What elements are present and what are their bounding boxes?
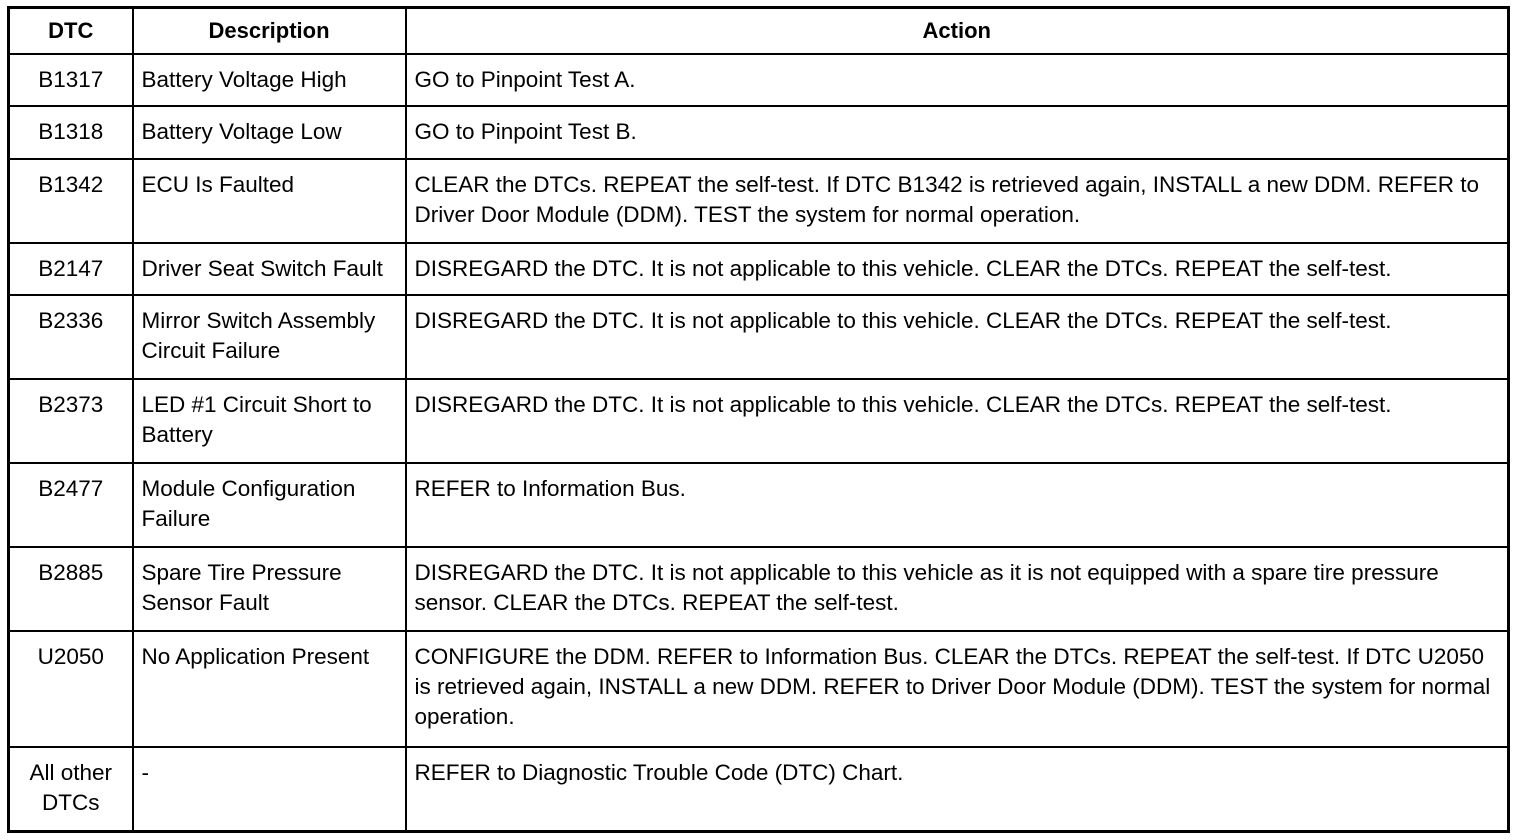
description-cell: LED #1 Circuit Short to Battery	[133, 379, 406, 463]
dtc-code-cell: B2477	[9, 463, 133, 547]
dtc-code-cell: B2373	[9, 379, 133, 463]
table-body	[9, 54, 1509, 832]
table-row	[9, 159, 1509, 243]
action-cell: REFER to Diagnostic Trouble Code (DTC) Chart.	[406, 747, 1509, 832]
description-cell: No Application Present	[133, 631, 406, 746]
action-cell: GO to Pinpoint Test A.	[406, 54, 1509, 106]
description-cell: Module Configuration Failure	[133, 463, 406, 547]
table-row	[9, 106, 1509, 158]
dtc-code-cell: B2147	[9, 243, 133, 295]
table-row	[9, 379, 1509, 463]
description-cell: Spare Tire Pressure Sensor Fault	[133, 547, 406, 631]
action-cell: CLEAR the DTCs. REPEAT the self-test. If DTC B1342 is retrieved again, INSTALL a new DDM. REFER to Driver Door Module (DDM). TEST the system for normal operation.	[406, 159, 1509, 243]
header-action: Action	[406, 8, 1509, 55]
table-row	[9, 243, 1509, 295]
action-cell: DISREGARD the DTC. It is not applicable to this vehicle as it is not equipped with a spare tire pressure sensor. CLEAR the DTCs. REPEAT the self-test.	[406, 547, 1509, 631]
table-row	[9, 463, 1509, 547]
dtc-code-cell: B1317	[9, 54, 133, 106]
header-row	[9, 8, 1509, 55]
header-dtc: DTC	[9, 8, 133, 55]
dtc-code-cell: B2336	[9, 295, 133, 379]
action-cell: REFER to Information Bus.	[406, 463, 1509, 547]
description-cell: -	[133, 747, 406, 832]
action-cell: DISREGARD the DTC. It is not applicable to this vehicle. CLEAR the DTCs. REPEAT the self-test.	[406, 295, 1509, 379]
description-cell: Battery Voltage High	[133, 54, 406, 106]
dtc-code-cell: B1342	[9, 159, 133, 243]
action-cell: DISREGARD the DTC. It is not applicable to this vehicle. CLEAR the DTCs. REPEAT the self-test.	[406, 379, 1509, 463]
dtc-code-cell: B1318	[9, 106, 133, 158]
table-row	[9, 295, 1509, 379]
dtc-table	[7, 6, 1510, 833]
action-cell: DISREGARD the DTC. It is not applicable to this vehicle. CLEAR the DTCs. REPEAT the self-test.	[406, 243, 1509, 295]
table-row	[9, 631, 1509, 746]
description-cell: Driver Seat Switch Fault	[133, 243, 406, 295]
table-row	[9, 747, 1509, 832]
dtc-code-cell: B2885	[9, 547, 133, 631]
table-row	[9, 547, 1509, 631]
action-cell: GO to Pinpoint Test B.	[406, 106, 1509, 158]
header-description: Description	[133, 8, 406, 55]
table-header	[9, 8, 1509, 55]
action-cell: CONFIGURE the DDM. REFER to Information Bus. CLEAR the DTCs. REPEAT the self-test. If DTC U2050 is retrieved again, INSTALL a new DDM. REFER to Driver Door Module (DDM). TEST the system for normal operation.	[406, 631, 1509, 746]
description-cell: Battery Voltage Low	[133, 106, 406, 158]
dtc-code-cell: All other DTCs	[9, 747, 133, 832]
description-cell: ECU Is Faulted	[133, 159, 406, 243]
table-row	[9, 54, 1509, 106]
dtc-code-cell: U2050	[9, 631, 133, 746]
description-cell: Mirror Switch Assembly Circuit Failure	[133, 295, 406, 379]
